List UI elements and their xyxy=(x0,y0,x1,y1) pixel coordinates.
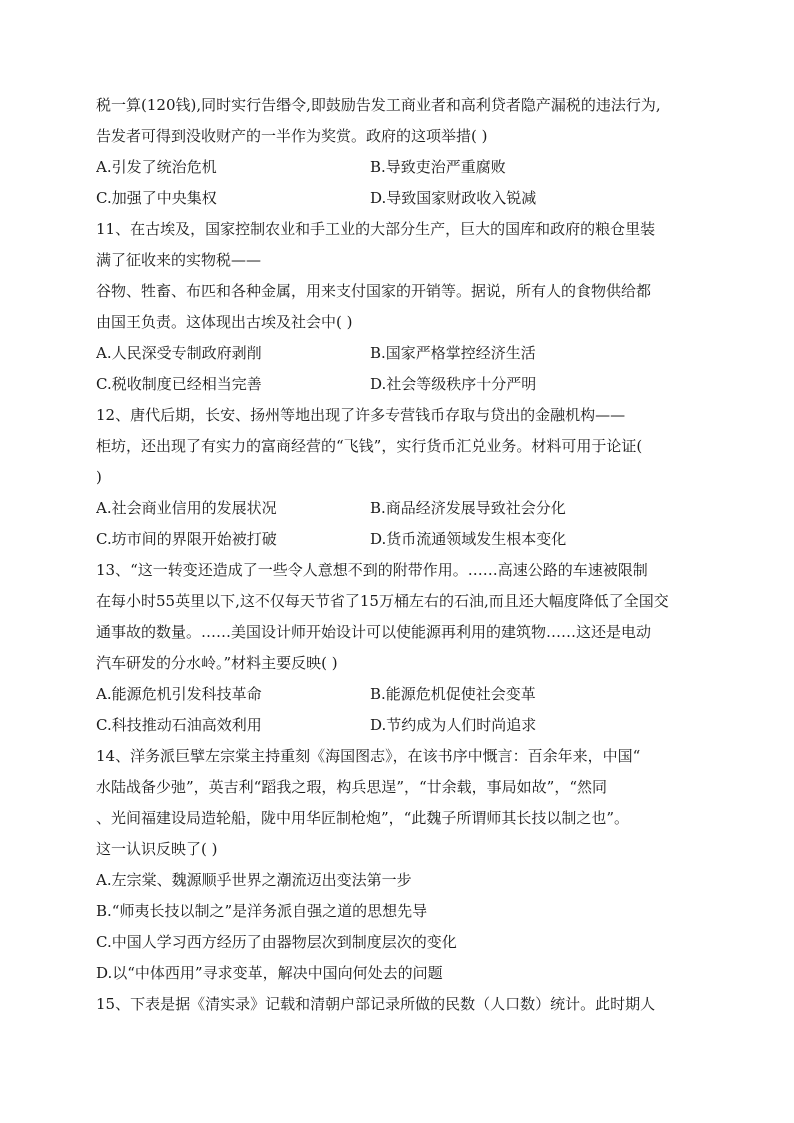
option-b: B.“师夷长技以制之”是洋务派自强之道的思想先导 xyxy=(96,902,428,920)
question-13-options-row-1 xyxy=(96,679,698,710)
question-11-line-3: 谷物、牲畜、布匹和各种金属，用来支付国家的开销等。据说，所有人的食物供给都 xyxy=(96,282,652,300)
question-13 xyxy=(96,555,698,741)
question-12-options-row-1 xyxy=(96,493,698,524)
option-d: D.以“中体西用”寻求变革，解决中国向何处去的问题 xyxy=(96,964,443,982)
question-12 xyxy=(96,400,698,555)
option-c: C.中国人学习西方经历了由器物层次到制度层次的变化 xyxy=(96,933,457,951)
question-12-line-2: 柜坊，还出现了有实力的富商经营的“飞钱”，实行货币汇兑业务。材料可用于论证( xyxy=(96,437,643,455)
option-c: C.坊市间的界限开始被打破 xyxy=(96,530,277,548)
question-11-line-2: 满了征收来的实物税—— xyxy=(96,251,262,269)
option-a: A.左宗棠、魏源顺乎世界之潮流迈出变法第一步 xyxy=(96,871,412,889)
option-a: A.引发了统治危机 xyxy=(96,158,217,176)
question-10-line-1: 税一算(120钱),同时实行告缗令,即鼓励告发工商业者和高利贷者隐产漏税的违法行为, xyxy=(96,96,661,114)
question-13-line-3: 通事故的数量。……美国设计师开始设计可以使能源再利用的建筑物……这还是电动 xyxy=(96,623,652,641)
question-10-options-row-1 xyxy=(96,152,698,183)
question-10-line-2: 告发者可得到没收财产的一半作为奖赏。政府的这项举措( ) xyxy=(96,127,488,145)
question-12-options-row-2 xyxy=(96,524,698,555)
question-10-options-row-2 xyxy=(96,183,698,214)
option-b: B.商品经济发展导致社会分化 xyxy=(370,499,566,517)
question-11-line-1: 11、在古埃及，国家控制农业和手工业的大部分生产，巨大的国库和政府的粮仓里装 xyxy=(96,220,656,238)
question-13-line-4: 汽车研发的分水岭。”材料主要反映( ) xyxy=(96,654,338,672)
option-a: A.能源危机引发科技革命 xyxy=(96,685,262,703)
question-14-line-2: 水陆战备少弛”，英吉利“蹈我之瑕，构兵思逞”，“廿余载，事局如故”，“然同 xyxy=(96,778,608,796)
question-13-options-row-2 xyxy=(96,710,698,741)
question-14 xyxy=(96,741,698,989)
question-13-line-2: 在每小时55英里以下,这不仅每天节省了15万桶左右的石油,而且还大幅度降低了全国交 xyxy=(96,592,669,610)
option-b: B.国家严格掌控经济生活 xyxy=(370,344,536,362)
option-a: A.社会商业信用的发展状况 xyxy=(96,499,277,517)
question-12-line-1: 12、唐代后期，长安、扬州等地出现了许多专营钱币存取与贷出的金融机构—— xyxy=(96,406,626,424)
option-c: C.加强了中央集权 xyxy=(96,189,217,207)
option-d: D.节约成为人们时尚追求 xyxy=(370,716,537,734)
option-d: D.导致国家财政收入锐减 xyxy=(370,189,537,207)
question-15 xyxy=(96,989,698,1020)
option-c: C.税收制度已经相当完善 xyxy=(96,375,262,393)
option-b: B.导致吏治严重腐败 xyxy=(370,158,506,176)
question-11-options-row-2 xyxy=(96,369,698,400)
option-c: C.科技推动石油高效利用 xyxy=(96,716,262,734)
option-b: B.能源危机促使社会变革 xyxy=(370,685,536,703)
question-14-line-1: 14、洋务派巨擘左宗棠主持重刻《海国图志》，在该书序中慨言：百余年来，中国“ xyxy=(96,747,641,765)
option-d: D.货币流通领域发生根本变化 xyxy=(370,530,567,548)
question-12-line-3: ) xyxy=(96,468,102,486)
question-11-line-4: 由国王负责。这体现出古埃及社会中( ) xyxy=(96,313,353,331)
question-11-options-row-1 xyxy=(96,338,698,369)
option-d: D.社会等级秩序十分严明 xyxy=(370,375,537,393)
option-a: A.人民深受专制政府剥削 xyxy=(96,344,262,362)
question-14-line-3: 、光间福建设局造轮船，陇中用华匠制枪炮”，“此魏子所谓师其长技以制之也”。 xyxy=(96,809,630,827)
question-11 xyxy=(96,214,698,400)
question-10 xyxy=(96,90,698,214)
question-14-line-4: 这一认识反映了( ) xyxy=(96,840,218,858)
question-15-line-1: 15、下表是据《清实录》记载和清朝户部记录所做的民数（人口数）统计。此时期人 xyxy=(96,995,656,1013)
question-13-line-1: 13、“这一转变还造成了一些令人意想不到的附带作用。……高速公路的车速被限制 xyxy=(96,561,648,579)
